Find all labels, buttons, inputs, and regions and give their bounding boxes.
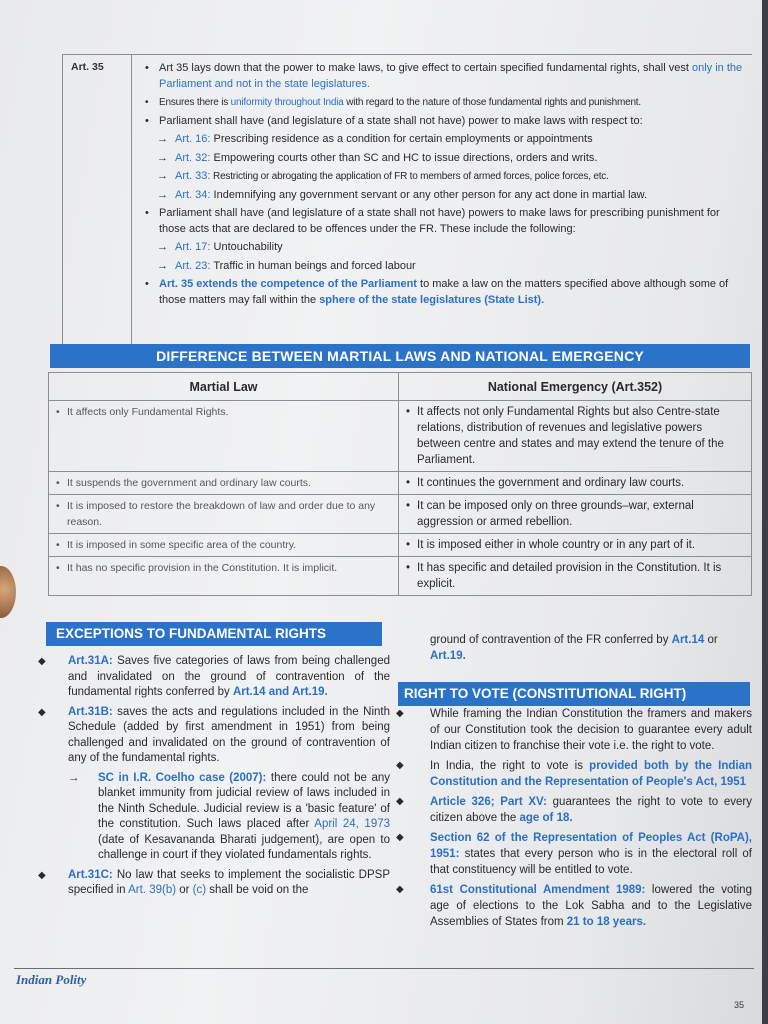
table-divider bbox=[131, 55, 132, 347]
art31c-label: Art.31C: bbox=[68, 868, 113, 881]
col-header-martial-law: Martial Law bbox=[49, 373, 399, 401]
vote-point-label: Article 326; Part XV: bbox=[430, 796, 547, 808]
exceptions-list bbox=[38, 654, 390, 903]
table-row bbox=[49, 495, 752, 534]
table-header-row bbox=[49, 373, 752, 401]
table-row bbox=[49, 401, 752, 472]
art31c-text-end: shall be void on the bbox=[206, 884, 309, 896]
martial-law-cell: • It suspends the government and ordinary law courts. bbox=[49, 472, 399, 495]
diamond-bullet-icon: ◆ bbox=[38, 706, 46, 718]
martial-law-cell: • It is imposed to restore the breakdown of law and order due to any reason. bbox=[49, 495, 399, 534]
sub-text: Indemnifying any government servant or any other person for any act done in martial law. bbox=[210, 188, 648, 201]
emergency-cell: • It continues the government and ordinary law courts. bbox=[399, 472, 752, 495]
coelho-date: April 24, 1973 bbox=[314, 818, 391, 830]
emergency-cell: • It is imposed either in whole country or in any part of it. bbox=[399, 534, 752, 557]
diamond-bullet-icon: ◆ bbox=[396, 796, 404, 807]
table-row bbox=[49, 557, 752, 596]
art35-point-2-text: Ensures there is bbox=[159, 97, 231, 108]
art35-point-1 bbox=[143, 61, 747, 92]
art35-content bbox=[143, 61, 747, 311]
list-item bbox=[396, 830, 752, 878]
sub-text: Traffic in human beings and forced labour bbox=[210, 259, 416, 272]
table-row bbox=[49, 534, 752, 557]
vote-point-text: While framing the Indian Constitution the framers and makers of our Constitution took the decision to guarantee every adult Indian citizen to franchise their vote i.e. the right to vote. bbox=[430, 708, 752, 752]
continuation-ref: Art.14 bbox=[671, 634, 705, 646]
footer-divider bbox=[14, 968, 754, 969]
art31a-text: Saves five categories of laws from being challenged and invalidated on the ground of contravention of the fundamental rights conferred by bbox=[68, 655, 390, 698]
arrow-icon: → bbox=[157, 241, 168, 253]
art31a-ref: Art.14 and Art.19. bbox=[232, 686, 328, 698]
arrow-icon: → bbox=[157, 133, 168, 145]
sub-article: Art. 34: bbox=[175, 188, 211, 201]
continuation-ref: Art.19. bbox=[430, 650, 466, 662]
art35-point-2-highlight: uniformity throughout India bbox=[230, 97, 344, 108]
vote-point-label: Section 62 of the Representation of Peoples Act (RoPA), 1951: bbox=[430, 832, 752, 860]
vote-point-highlight: provided both by the Indian Constitution and the Representation of People's Act, 1951 bbox=[430, 760, 752, 788]
arrow-icon: → bbox=[68, 771, 80, 784]
art35-point-1-text: Art 35 lays down that the power to make laws, to give effect to certain specified fundamental rights, shall vest bbox=[159, 62, 692, 74]
vote-point-text: states that every person who is in the electoral roll of that constituency will be entitled to vote. bbox=[430, 848, 752, 876]
difference-table bbox=[48, 372, 752, 596]
art31b-label: Art.31B: bbox=[68, 705, 113, 718]
art35-point-5-highlight-end: sphere of the state legislatures (State List). bbox=[319, 293, 545, 306]
table-row bbox=[49, 472, 752, 495]
art35-sub-item bbox=[143, 169, 747, 185]
art35-point-3 bbox=[143, 114, 747, 130]
vote-point-text: lowered the voting age of elections to the Lok Sabha and to the Legislative Assemblies of States from bbox=[430, 884, 752, 928]
coelho-text-end: (date of Kesavananda Bharati judgement), are open to challenge in court if they violated fundamentals rights. bbox=[98, 833, 390, 861]
art35-point-5-text: to make a law on the matters specified above although some of those matters may fall within the bbox=[159, 278, 729, 306]
arrow-icon: → bbox=[157, 188, 168, 201]
thumb bbox=[0, 566, 16, 618]
coelho-text: there could not be any blanket immunity from judicial review of laws included in the Ninth Schedule. Judicial review is a 'basic feature' of the constitution. Such laws placed after bbox=[98, 771, 390, 830]
continuation-or: or bbox=[704, 634, 718, 646]
coelho-label: SC in I.R. Coelho case (2007): bbox=[98, 771, 267, 784]
art35-section bbox=[62, 54, 752, 346]
sub-text: Empowering courts other than SC and HC to issue directions, orders and writs. bbox=[210, 151, 598, 164]
diamond-bullet-icon: ◆ bbox=[396, 708, 404, 719]
art35-point-2-text-end: with regard to the nature of those fundamental rights and punishment. bbox=[343, 97, 641, 108]
vote-point-text: guarantees the right to vote to every citizen above the bbox=[430, 796, 752, 824]
vote-point-text: In India, the right to vote is bbox=[430, 760, 590, 772]
list-item-art31b bbox=[38, 705, 390, 767]
right-to-vote-list bbox=[396, 706, 752, 934]
vote-point-label: 61st Constitutional Amendment 1989: bbox=[430, 884, 646, 896]
difference-heading: DIFFERENCE BETWEEN MARTIAL LAWS AND NATIONAL EMERGENCY bbox=[50, 344, 750, 368]
sub-article: Art. 33: bbox=[175, 170, 211, 182]
col-header-national-emergency: National Emergency (Art.352) bbox=[399, 373, 752, 401]
vote-point-highlight: age of 18. bbox=[519, 812, 573, 824]
diamond-bullet-icon: ◆ bbox=[38, 656, 46, 667]
sub-article: Art. 17: bbox=[175, 241, 211, 253]
art35-sub-item bbox=[143, 259, 747, 275]
list-item bbox=[396, 882, 752, 930]
continuation-text: ground of contravention of the FR conferred by bbox=[430, 634, 672, 646]
sub-text: Untouchability bbox=[210, 241, 283, 253]
martial-law-cell: • It is imposed in some specific area of the country. bbox=[49, 534, 399, 557]
arrow-icon: → bbox=[157, 259, 168, 272]
art31c-ref: (c) bbox=[192, 884, 207, 896]
sub-text: Restricting or abrogating the application of FR to members of armed forces, police forces, etc. bbox=[210, 171, 609, 182]
martial-law-cell: • It affects only Fundamental Rights. bbox=[49, 401, 399, 472]
art35-point-4-text: Parliament shall have (and legislature of a state shall not have) powers to make laws for prescribing punishment for those acts that are declared to be offences under the FR. These include the following: bbox=[159, 207, 720, 235]
exceptions-heading: EXCEPTIONS TO FUNDAMENTAL RIGHTS bbox=[46, 622, 382, 646]
art31c-text: No law that seeks to implement the socialistic DPSP specified in bbox=[68, 868, 390, 896]
art35-point-5-highlight: Art. 35 extends the competence of the Parliament bbox=[159, 278, 417, 290]
art35-point-3-text: Parliament shall have (and legislature of a state shall not have) power to make laws with respect to: bbox=[159, 114, 643, 127]
vote-point-highlight: 21 to 18 years. bbox=[566, 916, 647, 928]
art35-point-5 bbox=[143, 277, 747, 308]
art31a-label: Art.31A: bbox=[68, 655, 113, 667]
diamond-bullet-icon: ◆ bbox=[396, 760, 404, 771]
art35-point-4 bbox=[143, 206, 747, 237]
page-edge-shadow bbox=[762, 0, 768, 1024]
art35-sub-item bbox=[143, 132, 747, 148]
exceptions-continuation bbox=[430, 632, 750, 664]
martial-law-cell: • It has no specific provision in the Constitution. It is implicit. bbox=[49, 557, 399, 596]
arrow-icon: → bbox=[157, 170, 168, 182]
sub-text: Prescribing residence as a condition for certain employments or appointments bbox=[210, 133, 593, 145]
page-number: 35 bbox=[734, 1000, 745, 1010]
art35-label: Art. 35 bbox=[71, 61, 104, 73]
list-item-art31c bbox=[38, 868, 390, 899]
art35-sub-item bbox=[143, 188, 747, 204]
diamond-bullet-icon: ◆ bbox=[396, 832, 404, 843]
sub-article: Art. 16: bbox=[175, 133, 211, 145]
art35-sub-item bbox=[143, 151, 747, 167]
art35-sub-item bbox=[143, 240, 747, 256]
list-item bbox=[396, 706, 752, 754]
list-item bbox=[396, 758, 752, 790]
art35-point-1-highlight: only in the Parliament and not in the state legislatures. bbox=[159, 62, 743, 90]
emergency-cell: • It has specific and detailed provision in the Constitution. It is explicit. bbox=[399, 557, 752, 596]
art35-point-2 bbox=[143, 95, 747, 111]
coelho-case-item bbox=[38, 771, 390, 864]
art31b-text: saves the acts and regulations included in the Ninth Schedule (added by first amendment in 1951) from being challenged and invalidated on the ground of contravention of any of the fundamental rights. bbox=[68, 705, 390, 764]
art31c-or: or bbox=[176, 884, 193, 896]
arrow-icon: → bbox=[157, 151, 168, 164]
art31c-ref: Art. 39(b) bbox=[128, 884, 177, 896]
list-item-art31a bbox=[38, 654, 390, 701]
emergency-cell: • It can be imposed only on three grounds–war, external aggression or armed rebellion. bbox=[399, 495, 752, 534]
list-item bbox=[396, 794, 752, 826]
emergency-cell: • It affects not only Fundamental Rights but also Centre-state relations, distribution of revenues and legislative powers between centre and states and may extend the tenure of the Parliament. bbox=[399, 401, 752, 472]
diamond-bullet-icon: ◆ bbox=[396, 884, 404, 895]
footer-title: Indian Polity bbox=[16, 972, 87, 987]
right-to-vote-heading: RIGHT TO VOTE (CONSTITUTIONAL RIGHT) bbox=[398, 682, 750, 706]
sub-article: Art. 32: bbox=[175, 151, 211, 164]
sub-article: Art. 23: bbox=[175, 259, 211, 272]
diamond-bullet-icon: ◆ bbox=[38, 869, 46, 881]
